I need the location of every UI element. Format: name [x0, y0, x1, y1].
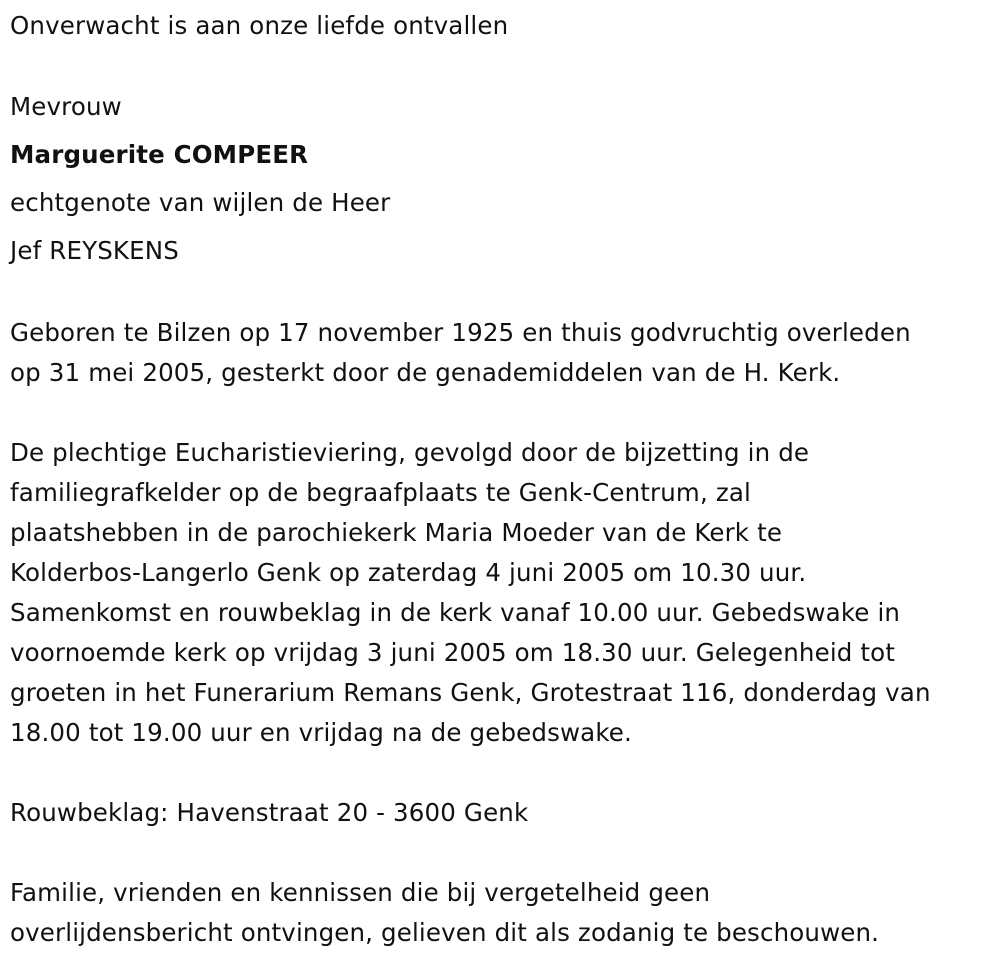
- paragraph-line: 18.00 tot 19.00 uur en vrijdag na de gebedswake.: [10, 718, 632, 747]
- ceremony-paragraph: [10, 433, 995, 753]
- paragraph-line: plaatshebben in de parochiekerk Maria Moeder van de Kerk te: [10, 518, 783, 547]
- spouse-name: Jef REYSKENS: [10, 236, 179, 265]
- intro-text: Onverwacht is aan onze liefde ontvallen: [10, 11, 509, 40]
- closing-paragraph: [10, 873, 995, 953]
- paragraph-line: op 31 mei 2005, gesterkt door de genademiddelen van de H. Kerk.: [10, 358, 841, 387]
- paragraph-line: Samenkomst en rouwbeklag in de kerk vanaf 10.00 uur. Gebedswake in: [10, 598, 901, 627]
- deceased-relation: echtgenote van wijlen de Heer: [10, 188, 391, 217]
- deceased-block: [10, 83, 995, 275]
- deceased-title: Mevrouw: [10, 92, 122, 121]
- paragraph-line: familiegrafkelder op de begraafplaats te Genk-Centrum, zal: [10, 478, 751, 507]
- paragraph-line: Geboren te Bilzen op 17 november 1925 en thuis godvruchtig overleden: [10, 318, 911, 347]
- deceased-name: Marguerite COMPEER: [10, 140, 309, 169]
- paragraph-line: voornoemde kerk op vrijdag 3 juni 2005 om 18.30 uur. Gelegenheid tot: [10, 638, 896, 667]
- paragraph-line: groeten in het Funerarium Remans Genk, Grotestraat 116, donderdag van: [10, 678, 931, 707]
- paragraph-line: overlijdensbericht ontvingen, gelieven dit als zodanig te beschouwen.: [10, 918, 880, 947]
- paragraph-line: Kolderbos-Langerlo Genk op zaterdag 4 juni 2005 om 10.30 uur.: [10, 558, 807, 587]
- paragraph-line: De plechtige Eucharistieviering, gevolgd door de bijzetting in de: [10, 438, 810, 467]
- birth-death-paragraph: [10, 313, 995, 393]
- obituary-notice: [10, 6, 995, 953]
- condolence-address: Rouwbeklag: Havenstraat 20 - 3600 Genk: [10, 798, 529, 827]
- condolence-address-paragraph: [10, 793, 995, 833]
- paragraph-line: Familie, vrienden en kennissen die bij vergetelheid geen: [10, 878, 711, 907]
